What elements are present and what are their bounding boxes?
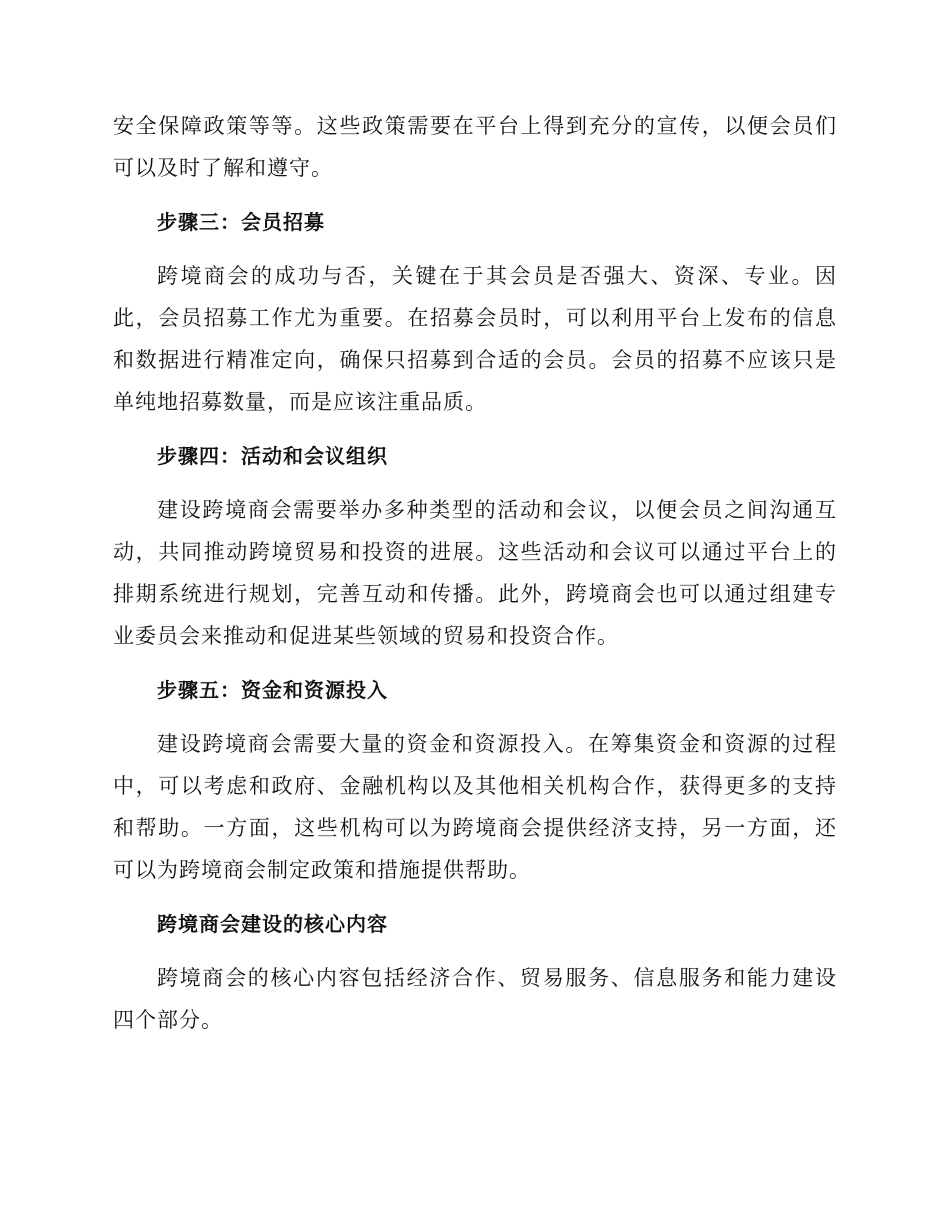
heading-core-content: 跨境商会建设的核心内容 [157,912,388,936]
heading-step-three: 步骤三：会员招募 [157,210,325,234]
paragraph-core-content: 跨境商会的核心内容包括经济合作、贸易服务、信息服务和能力建设四个部分。 [113,966,837,1032]
heading-step-four: 步骤四：活动和会议组织 [157,444,388,468]
paragraph-funding-resources: 建设跨境商会需要大量的资金和资源投入。在筹集资金和资源的过程中，可以考虑和政府、金融机构以及其他相关机构合作，获得更多的支持和帮助。一方面，这些机构可以为跨境商会提供经济支持，另一方面，还可以为跨境商会制定政策和措施提供帮助。 [113,732,837,882]
heading-step-five: 步骤五：资金和资源投入 [157,678,388,702]
paragraph-security-policy: 安全保障政策等等。这些政策需要在平台上得到充分的宣传，以便会员们可以及时了解和遵守。 [113,114,837,180]
document-body [113,105,837,1053]
paragraph-member-recruitment: 跨境商会的成功与否，关键在于其会员是否强大、资深、专业。因此，会员招募工作尤为重要。在招募会员时，可以利用平台上发布的信息和数据进行精准定向，确保只招募到合适的会员。会员的招募不应该只是单纯地招募数量，而是应该注重品质。 [113,264,837,414]
paragraph-events-meetings: 建设跨境商会需要举办多种类型的活动和会议，以便会员之间沟通互动，共同推动跨境贸易和投资的进展。这些活动和会议可以通过平台上的排期系统进行规划，完善互动和传播。此外，跨境商会也可以通过组建专业委员会来推动和促进某些领域的贸易和投资合作。 [113,498,837,648]
